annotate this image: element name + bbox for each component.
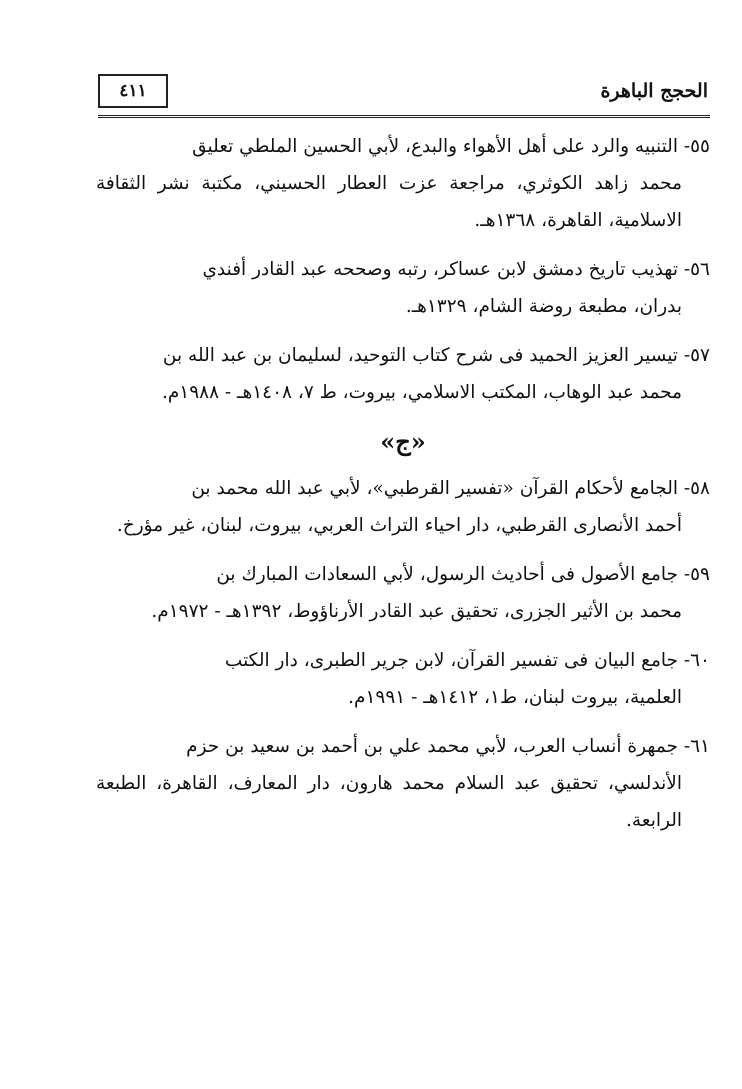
entry-text-continuation: الأندلسي، تحقيق عبد السلام محمد هارون، دار المعارف، القاهرة، الطبعة الرابعة. (96, 773, 682, 831)
book-title: الحجج الباهرة (600, 80, 708, 102)
entry-text-continuation: محمد زاهد الكوثري، مراجعة عزت العطار الحسيني، مكتبة نشر الثقافة الاسلامية، القاهرة، ١٣٦٨هـ. (96, 173, 682, 231)
entry-text-first-line: التنبيه والرد على أهل الأهواء والبدع، لأبي الحسين الملطي تعليق (192, 136, 678, 157)
bibliography-entry-56 (96, 251, 710, 325)
entry-text-first-line: الجامع لأحكام القرآن «تفسير القرطبي»، لأبي عبد الله محمد بن (191, 478, 678, 499)
entry-text-first-line: تهذيب تاريخ دمشق لابن عساكر، رتبه وصححه عبد القادر أفندي (202, 259, 678, 280)
entry-text-continuation: محمد بن الأثير الجزرى، تحقيق عبد القادر الأرناؤوط، ١٣٩٢هـ - ١٩٧٢م. (151, 601, 682, 622)
bibliography-list (96, 128, 710, 851)
entry-text-first-line: تيسير العزيز الحميد فى شرح كتاب التوحيد، لسليمان بن عبد الله بن (162, 345, 678, 366)
entry-text-first-line: جمهرة أنساب العرب، لأبي محمد علي بن أحمد بن سعيد بن حزم (186, 736, 678, 757)
entry-number: ٥٥- (683, 136, 710, 157)
entry-number: ٥٩- (683, 564, 710, 585)
bibliography-entry-57 (96, 337, 710, 411)
entry-number: ٦١- (683, 736, 710, 757)
entry-number: ٥٨- (683, 478, 710, 499)
bibliography-entry-61 (96, 728, 710, 839)
entry-text-continuation: أحمد الأنصارى القرطبي، دار احياء التراث العربي، بيروت، لبنان، غير مؤرخ. (116, 515, 682, 536)
entry-text-continuation: بدران، مطبعة روضة الشام، ١٣٢٩هـ. (405, 296, 682, 317)
entry-number: ٥٧- (683, 345, 710, 366)
bibliography-entry-60 (96, 642, 710, 716)
bibliography-entry-59 (96, 556, 710, 630)
page-number-box (98, 74, 168, 108)
bibliography-entry-55 (96, 128, 710, 239)
entry-text-first-line: جامع الأصول فى أحاديث الرسول، لأبي السعادات المبارك بن (216, 564, 678, 585)
section-letter-heading: «ج» (380, 427, 426, 456)
header-rule (98, 115, 710, 118)
entry-number: ٦٠- (683, 650, 710, 671)
entry-text-continuation: العلمية، بيروت لبنان، ط١، ١٤١٢هـ - ١٩٩١م. (348, 687, 682, 708)
page-number: ٤١١ (119, 81, 147, 101)
running-header (98, 74, 708, 114)
entry-text-first-line: جامع البيان فى تفسير القرآن، لابن جرير الطبرى، دار الكتب (224, 650, 678, 671)
entry-number: ٥٦- (683, 259, 710, 280)
bibliography-entry-58 (96, 470, 710, 544)
entry-text-continuation: محمد عبد الوهاب، المكتب الاسلامي، بيروت، ط ٧، ١٤٠٨هـ - ١٩٨٨م. (161, 382, 682, 403)
